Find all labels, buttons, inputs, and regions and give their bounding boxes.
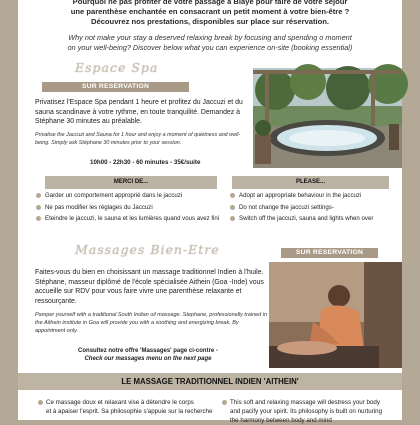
bullet-icon: [230, 205, 235, 210]
bullet-icon: [230, 193, 235, 198]
intro-fr-line2: une parenthèse enchantée en consacrant un petit moment à votre bien-être ?: [70, 7, 350, 16]
bullet-icon: [38, 400, 43, 405]
spa-reservation-badge: SUR RESERVATION: [42, 82, 189, 92]
intro-fr-line3: Découvrez nos prestations, disponibles sur place sur réservation.: [90, 17, 329, 26]
intro-en-line2: on your well-being? Discover below what you can experience on-site (booking essential): [67, 43, 353, 52]
bullet-icon: [36, 205, 41, 210]
bullet-icon: [36, 193, 41, 198]
rules-fr-title: MERCI DE...: [45, 176, 217, 189]
intro-section: [18, 0, 402, 53]
bullet-icon: [222, 400, 227, 405]
massage-photo: [269, 262, 402, 368]
massage-en-text: Pamper yourself with a traditional South Indian oil massage. Stephane, professionally trained in the Aithein institute in Goa will provide you with a soothing and energizing break. By appointment only.: [35, 312, 268, 335]
consult-fr: Consultez notre offre 'Massages' page ci-contre -: [78, 348, 218, 354]
massage-consult: [68, 347, 228, 364]
aithein-title: LE MASSAGE TRADITIONNEL INDIEN 'AITHEIN': [18, 373, 402, 390]
bullet-icon: [36, 216, 41, 221]
jacuzzi-photo-image: [253, 68, 402, 168]
massage-description: [35, 268, 269, 335]
massage-reservation-badge: SUR RESERVATION: [281, 248, 378, 258]
bullet-icon: [230, 216, 235, 221]
massage-photo-image: [269, 262, 402, 368]
rules-en-title: PLEASE...: [232, 176, 389, 189]
spa-description: [35, 98, 253, 147]
rule-fr-2: Ne pas modifier les réglages du Jaccuzi: [36, 202, 230, 214]
spa-fr-text: Privatisez l'Espace Spa pendant 1 heure et profitez du Jaccuzi et du sauna scandinave à votre rythme, en toute tranquilité. Demandez à Stéphane 30 minutes au préalable.: [35, 99, 243, 126]
spa-title: Espace Spa: [75, 60, 159, 75]
aithein-en-text: This soft and relaxing massage will destress your body and pacify your spirit. Its philosophy is built on nurturing the harmony between body and mind: [222, 398, 410, 425]
rule-fr-3: Eteindre le jaccuzi, le sauna et les lumières quand vous avez fini: [36, 213, 230, 225]
intro-fr-line1: Pourquoi ne pas profiter de votre passage à Blaye pour faire de votre séjour: [72, 0, 348, 6]
spa-price: 10h00 - 22h30 - 60 minutes - 35€/suite: [90, 159, 201, 166]
rule-fr-1: Garder un comportement approprié dans le jaccuzi: [36, 190, 230, 202]
rule-en-1: Adopt an appropriate behaviour in the jaccuzi: [230, 190, 402, 202]
intro-en-line1: Why not make your stay a deserved relaxing break by focusing and spending o moment: [68, 33, 352, 42]
rules-en-list: [230, 190, 402, 225]
consult-en: Check our massages menu on the next page: [84, 356, 212, 363]
massage-title: Massages Bien-Etre: [75, 242, 220, 257]
massage-fr-text: Faites-vous du bien en choisissant un massage traditionnel Indien à l'huile. Stéphane, masseur diplômé de l'école spécialisée Aithein (Goa -Inde) vous accueille sur RDV pour vous faire vivre une parenthèse relaxante et ressourçante.: [35, 269, 264, 305]
jacuzzi-photo: [253, 68, 402, 168]
aithein-fr-text: Ce massage doux et relaxant vise à détendre le corps et à apaiser l'esprit. Sa philosophie s'appuie sur la recherche: [38, 398, 226, 416]
brochure-page: [18, 0, 402, 424]
rule-en-3: Switch off the jaccuzi, sauna and lights when over: [230, 213, 402, 225]
rules-fr-list: [36, 190, 230, 225]
spa-en-text: Privatise the Jaccuzi and Sauna for 1 hour and enjoy a moment of quietness and well-being. Simply ask Stéphane 30 minutes prior to your session.: [35, 131, 241, 146]
rule-en-2: Do not change the jaccuzi settings-: [230, 202, 402, 214]
